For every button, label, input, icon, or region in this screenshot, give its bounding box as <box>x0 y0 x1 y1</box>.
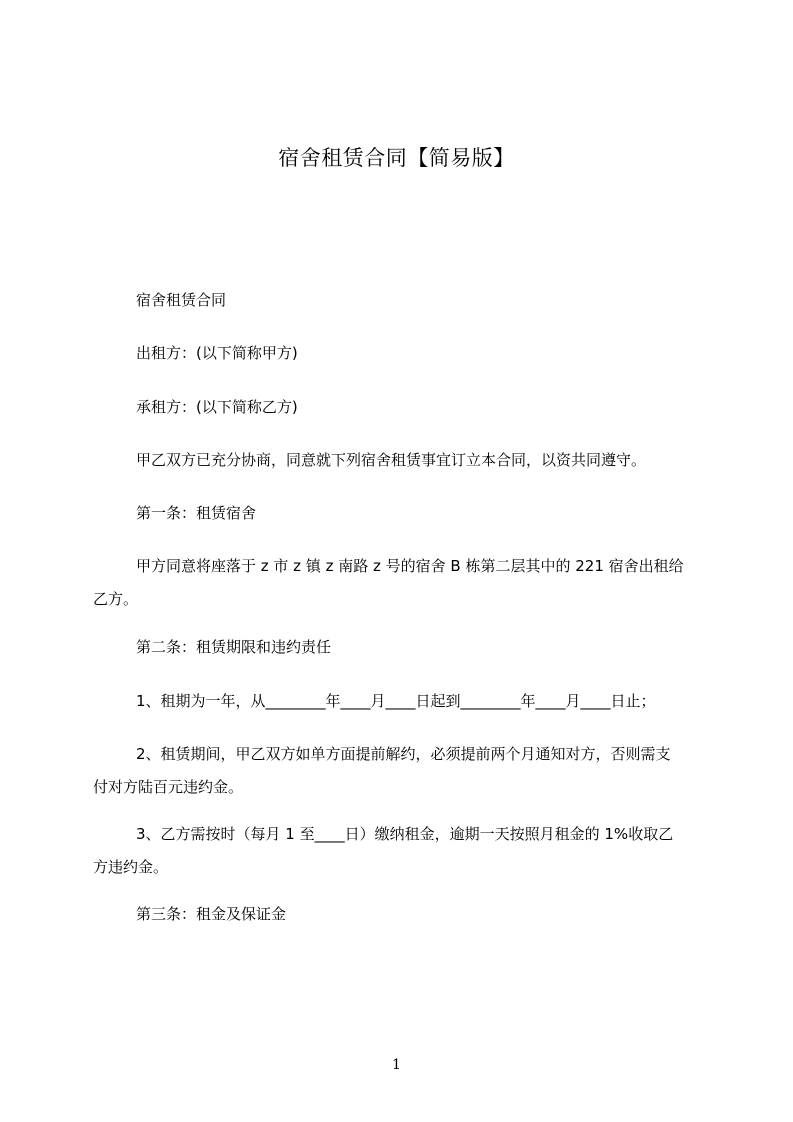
page-number: 1 <box>392 1057 401 1073</box>
document-title: 宿舍租赁合同【简易版】 <box>278 146 515 170</box>
lessee-paragraph: 承租方：(以下简称乙方) <box>136 398 298 416</box>
clause-2-line-2: 付对方陆百元违约金。 <box>93 778 244 796</box>
article-1-body-line-1: 甲方同意将座落于 z 市 z 镇 z 南路 z 号的宿舍 B 栋第二层其中的 221 宿舍出租给 <box>136 557 684 575</box>
article-1-body-line-2: 乙方。 <box>93 590 139 608</box>
clause-3-line-1: 3、乙方需按时（每月 1 至____日）缴纳租金，逾期一天按照月租金的 1%收取乙 <box>136 825 674 843</box>
preamble-paragraph: 甲乙双方已充分协商，同意就下列宿舍租赁事宜订立本合同，以资共同遵守。 <box>136 451 647 469</box>
lessor-paragraph: 出租方：(以下简称甲方) <box>136 344 298 362</box>
article-3-heading: 第三条：租金及保证金 <box>136 905 287 923</box>
article-2-heading: 第二条：租赁期限和违约责任 <box>136 638 332 656</box>
clause-2-paragraph <box>93 738 716 804</box>
clause-3-paragraph <box>93 818 716 884</box>
clause-1-paragraph: 1、租期为一年，从________年____月____日起到________年____月____日止； <box>136 692 656 710</box>
article-1-body <box>93 550 716 616</box>
article-1-heading: 第一条：租赁宿舍 <box>136 504 257 522</box>
clause-2-line-1: 2、租赁期间，甲乙双方如单方面提前解约，必须提前两个月通知对方，否则需支 <box>136 745 671 763</box>
clause-3-line-2: 方违约金。 <box>93 858 169 876</box>
contract-name-paragraph: 宿舍租赁合同 <box>136 291 227 309</box>
